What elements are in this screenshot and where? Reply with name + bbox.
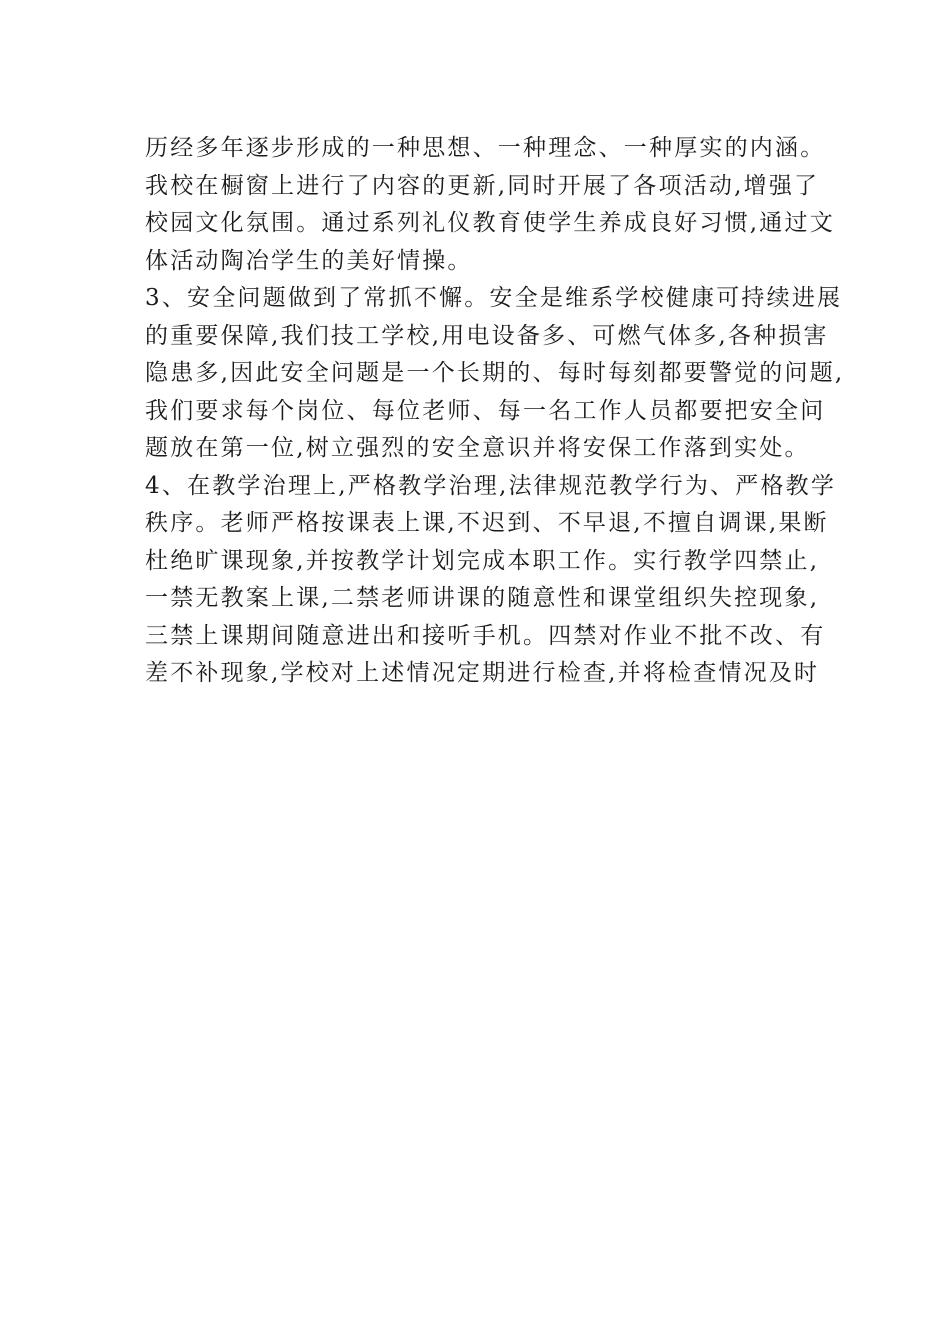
text-line-11: 秩序。老师严格按课表上课,不迟到、不早退,不擅自调课,果断: [145, 510, 829, 536]
text-line-15: 差不补现象,学校对上述情况定期进行检查,并将检查情况及时: [145, 660, 820, 686]
text-line-3: 校园文化氛围。通过系列礼仪教育使学生养成良好习惯,通过文: [145, 210, 835, 236]
text-line-6: 的重要保障,我们技工学校,用电设备多、可燃气体多,各种损害: [145, 322, 829, 349]
text-line-12: 杜绝旷课现象,并按教学计划完成本职工作。实行教学四禁止,: [145, 547, 820, 574]
text-line-10: 4、在教学治理上,严格教学治理,法律规范教学行为、严格教学: [145, 472, 837, 499]
text-line-7: 隐患多,因此安全问题是一个长期的、每时每刻都要警觉的问题,: [145, 360, 845, 386]
text-line-5: 3、安全问题做到了常抓不懈。安全是维系学校健康可持续进展: [145, 285, 843, 311]
body-text: [145, 130, 845, 693]
text-line-4: 体活动陶冶学生的美好情操。: [145, 247, 473, 274]
text-line-1: 历经多年逐步形成的一种思想、一种理念、一种厚实的内涵。: [145, 135, 826, 161]
text-line-2: 我校在橱窗上进行了内容的更新,同时开展了各项活动,增强了: [145, 172, 820, 199]
text-line-8: 我们要求每个岗位、每位老师、每一名工作人员都要把安全问: [145, 397, 826, 424]
text-line-14: 三禁上课期间随意进出和接听手机。四禁对作业不批不改、有: [145, 622, 826, 649]
text-line-9: 题放在第一位,树立强烈的安全意识并将安保工作落到实处。: [145, 435, 810, 461]
text-line-13: 一禁无教案上课,二禁老师讲课的随意性和课堂组织失控现象,: [145, 585, 820, 611]
